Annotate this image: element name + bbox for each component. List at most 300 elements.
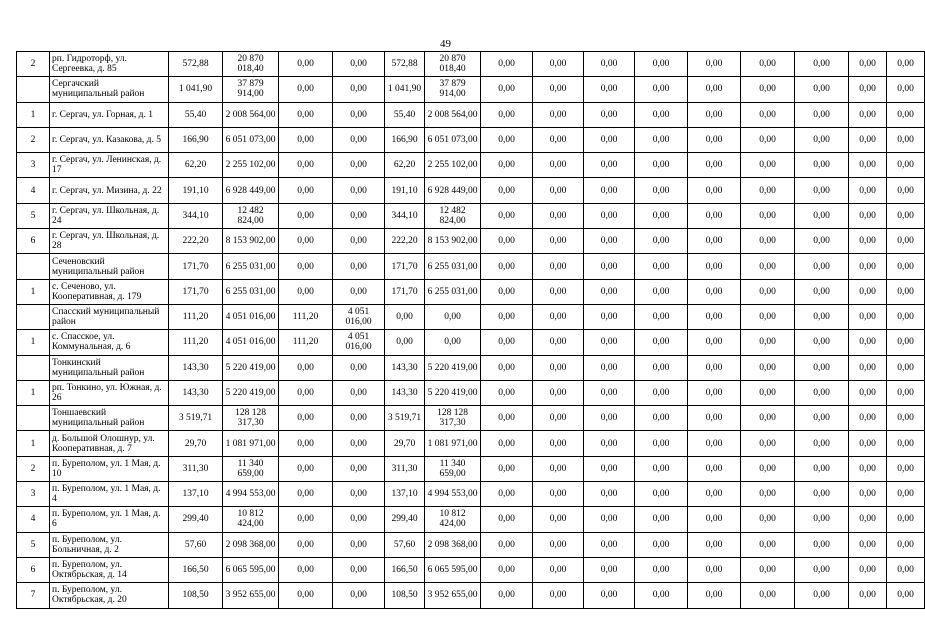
value-cell-col1: 62,20 xyxy=(169,153,223,178)
table-row xyxy=(17,532,925,557)
value-cell-col2: 20 870 018,40 xyxy=(223,52,279,77)
value-cell-col10: 0,00 xyxy=(635,380,688,405)
value-cell-col7: 0,00 xyxy=(481,355,533,380)
value-cell-col15: 0,00 xyxy=(887,330,925,355)
value-cell-col14: 0,00 xyxy=(849,153,887,178)
value-cell-col14: 0,00 xyxy=(849,507,887,532)
value-cell-col4: 0,00 xyxy=(333,102,385,127)
row-number-cell: 1 xyxy=(17,279,50,304)
value-cell-col9: 0,00 xyxy=(584,330,635,355)
value-cell-col15: 0,00 xyxy=(887,153,925,178)
table-row xyxy=(17,557,925,582)
value-cell-col14: 0,00 xyxy=(849,203,887,228)
value-cell-col12: 0,00 xyxy=(741,330,795,355)
row-number-cell: 4 xyxy=(17,178,50,203)
value-cell-col4: 0,00 xyxy=(333,507,385,532)
value-cell-col3: 0,00 xyxy=(279,355,333,380)
value-cell-col15: 0,00 xyxy=(887,254,925,279)
value-cell-col8: 0,00 xyxy=(533,406,584,431)
value-cell-col10: 0,00 xyxy=(635,482,688,507)
value-cell-col9: 0,00 xyxy=(584,203,635,228)
value-cell-col12: 0,00 xyxy=(741,431,795,456)
value-cell-col1: 311,30 xyxy=(169,456,223,481)
value-cell-col7: 0,00 xyxy=(481,77,533,102)
value-cell-col3: 0,00 xyxy=(279,153,333,178)
value-cell-col14: 0,00 xyxy=(849,330,887,355)
table-row xyxy=(17,380,925,405)
value-cell-col9: 0,00 xyxy=(584,254,635,279)
value-cell-col11: 0,00 xyxy=(688,127,741,152)
value-cell-col2: 4 051 016,00 xyxy=(223,330,279,355)
value-cell-col8: 0,00 xyxy=(533,482,584,507)
value-cell-col9: 0,00 xyxy=(584,304,635,329)
address-cell: п. Буреполом, ул. 1 Мая, д. 10 xyxy=(50,456,169,481)
value-cell-col12: 0,00 xyxy=(741,456,795,481)
value-cell-col6: 20 870 018,40 xyxy=(425,52,481,77)
value-cell-col15: 0,00 xyxy=(887,355,925,380)
value-cell-col1: 166,50 xyxy=(169,557,223,582)
value-cell-col13: 0,00 xyxy=(795,254,849,279)
address-cell: п. Буреполом, ул. Октябрьская, д. 14 xyxy=(50,557,169,582)
value-cell-col14: 0,00 xyxy=(849,355,887,380)
value-cell-col6: 5 220 419,00 xyxy=(425,380,481,405)
value-cell-col2: 6 065 595,00 xyxy=(223,557,279,582)
value-cell-col1: 171,70 xyxy=(169,279,223,304)
value-cell-col3: 0,00 xyxy=(279,380,333,405)
value-cell-col15: 0,00 xyxy=(887,203,925,228)
value-cell-col8: 0,00 xyxy=(533,203,584,228)
value-cell-col10: 0,00 xyxy=(635,330,688,355)
value-cell-col10: 0,00 xyxy=(635,557,688,582)
value-cell-col3: 0,00 xyxy=(279,406,333,431)
value-cell-col11: 0,00 xyxy=(688,153,741,178)
address-cell: г. Сергач, ул. Школьная, д. 28 xyxy=(50,229,169,254)
value-cell-col14: 0,00 xyxy=(849,482,887,507)
value-cell-col10: 0,00 xyxy=(635,254,688,279)
value-cell-col14: 0,00 xyxy=(849,557,887,582)
value-cell-col1: 29,70 xyxy=(169,431,223,456)
value-cell-col14: 0,00 xyxy=(849,406,887,431)
value-cell-col2: 11 340 659,00 xyxy=(223,456,279,481)
page-number: 49 xyxy=(440,38,451,50)
row-number-cell: 2 xyxy=(17,52,50,77)
value-cell-col6: 12 482 824,00 xyxy=(425,203,481,228)
value-cell-col5: 0,00 xyxy=(385,330,425,355)
value-cell-col8: 0,00 xyxy=(533,254,584,279)
value-cell-col9: 0,00 xyxy=(584,482,635,507)
value-cell-col6: 10 812 424,00 xyxy=(425,507,481,532)
value-cell-col12: 0,00 xyxy=(741,127,795,152)
value-cell-col13: 0,00 xyxy=(795,557,849,582)
value-cell-col15: 0,00 xyxy=(887,52,925,77)
value-cell-col9: 0,00 xyxy=(584,127,635,152)
value-cell-col15: 0,00 xyxy=(887,127,925,152)
value-cell-col6: 0,00 xyxy=(425,330,481,355)
value-cell-col5: 137,10 xyxy=(385,482,425,507)
value-cell-col12: 0,00 xyxy=(741,380,795,405)
value-cell-col6: 6 928 449,00 xyxy=(425,178,481,203)
value-cell-col9: 0,00 xyxy=(584,355,635,380)
value-cell-col11: 0,00 xyxy=(688,507,741,532)
value-cell-col4: 0,00 xyxy=(333,532,385,557)
value-cell-col1: 108,50 xyxy=(169,583,223,608)
value-cell-col12: 0,00 xyxy=(741,557,795,582)
value-cell-col8: 0,00 xyxy=(533,153,584,178)
value-cell-col9: 0,00 xyxy=(584,583,635,608)
value-cell-col10: 0,00 xyxy=(635,532,688,557)
value-cell-col15: 0,00 xyxy=(887,229,925,254)
value-cell-col2: 6 051 073,00 xyxy=(223,127,279,152)
address-cell: п. Буреполом, ул. 1 Мая, д. 6 xyxy=(50,507,169,532)
value-cell-col9: 0,00 xyxy=(584,77,635,102)
value-cell-col12: 0,00 xyxy=(741,583,795,608)
value-cell-col10: 0,00 xyxy=(635,431,688,456)
table-row xyxy=(17,406,925,431)
value-cell-col13: 0,00 xyxy=(795,355,849,380)
value-cell-col2: 4 994 553,00 xyxy=(223,482,279,507)
value-cell-col6: 2 008 564,00 xyxy=(425,102,481,127)
value-cell-col1: 344,10 xyxy=(169,203,223,228)
value-cell-col5: 55,40 xyxy=(385,102,425,127)
value-cell-col5: 311,30 xyxy=(385,456,425,481)
address-cell: Тонкинский муниципальный район xyxy=(50,355,169,380)
value-cell-col10: 0,00 xyxy=(635,456,688,481)
value-cell-col15: 0,00 xyxy=(887,431,925,456)
value-cell-col15: 0,00 xyxy=(887,102,925,127)
value-cell-col4: 0,00 xyxy=(333,431,385,456)
value-cell-col2: 1 081 971,00 xyxy=(223,431,279,456)
value-cell-col15: 0,00 xyxy=(887,304,925,329)
value-cell-col15: 0,00 xyxy=(887,178,925,203)
value-cell-col2: 3 952 655,00 xyxy=(223,583,279,608)
value-cell-col13: 0,00 xyxy=(795,102,849,127)
value-cell-col6: 2 255 102,00 xyxy=(425,153,481,178)
value-cell-col13: 0,00 xyxy=(795,507,849,532)
value-cell-col5: 191,10 xyxy=(385,178,425,203)
value-cell-col2: 37 879 914,00 xyxy=(223,77,279,102)
value-cell-col1: 143,30 xyxy=(169,355,223,380)
value-cell-col13: 0,00 xyxy=(795,127,849,152)
value-cell-col4: 0,00 xyxy=(333,52,385,77)
value-cell-col13: 0,00 xyxy=(795,482,849,507)
value-cell-col6: 3 952 655,00 xyxy=(425,583,481,608)
address-cell: с. Спасское, ул. Коммунальная, д. 6 xyxy=(50,330,169,355)
table-row xyxy=(17,77,925,102)
row-number-cell xyxy=(17,406,50,431)
row-number-cell: 1 xyxy=(17,431,50,456)
table-row xyxy=(17,456,925,481)
row-number-cell: 6 xyxy=(17,229,50,254)
value-cell-col9: 0,00 xyxy=(584,279,635,304)
value-cell-col3: 0,00 xyxy=(279,178,333,203)
address-cell: г. Сергач, ул. Ленинская, д. 17 xyxy=(50,153,169,178)
value-cell-col4: 4 051 016,00 xyxy=(333,304,385,329)
value-cell-col8: 0,00 xyxy=(533,557,584,582)
value-cell-col3: 0,00 xyxy=(279,431,333,456)
value-cell-col11: 0,00 xyxy=(688,456,741,481)
value-cell-col3: 0,00 xyxy=(279,102,333,127)
table-body xyxy=(17,52,925,609)
row-number-cell: 7 xyxy=(17,583,50,608)
table-row xyxy=(17,583,925,608)
value-cell-col13: 0,00 xyxy=(795,330,849,355)
value-cell-col2: 8 153 902,00 xyxy=(223,229,279,254)
value-cell-col13: 0,00 xyxy=(795,532,849,557)
value-cell-col7: 0,00 xyxy=(481,52,533,77)
value-cell-col11: 0,00 xyxy=(688,431,741,456)
value-cell-col9: 0,00 xyxy=(584,557,635,582)
value-cell-col3: 0,00 xyxy=(279,203,333,228)
address-cell: д. Большой Олошнур, ул. Кооперативная, д. 7 xyxy=(50,431,169,456)
value-cell-col7: 0,00 xyxy=(481,304,533,329)
value-cell-col10: 0,00 xyxy=(635,507,688,532)
value-cell-col6: 37 879 914,00 xyxy=(425,77,481,102)
value-cell-col10: 0,00 xyxy=(635,102,688,127)
value-cell-col14: 0,00 xyxy=(849,178,887,203)
value-cell-col11: 0,00 xyxy=(688,583,741,608)
row-number-cell: 2 xyxy=(17,456,50,481)
value-cell-col13: 0,00 xyxy=(795,77,849,102)
table-row xyxy=(17,355,925,380)
value-cell-col10: 0,00 xyxy=(635,153,688,178)
value-cell-col5: 222,20 xyxy=(385,229,425,254)
address-cell: п. Буреполом, ул. 1 Мая, д. 4 xyxy=(50,482,169,507)
value-cell-col15: 0,00 xyxy=(887,532,925,557)
value-cell-col12: 0,00 xyxy=(741,102,795,127)
value-cell-col2: 12 482 824,00 xyxy=(223,203,279,228)
value-cell-col6: 0,00 xyxy=(425,304,481,329)
value-cell-col5: 171,70 xyxy=(385,279,425,304)
value-cell-col8: 0,00 xyxy=(533,178,584,203)
address-cell: с. Сеченово, ул. Кооперативная, д. 179 xyxy=(50,279,169,304)
value-cell-col8: 0,00 xyxy=(533,102,584,127)
address-cell: Спасский муниципальный район xyxy=(50,304,169,329)
table-row xyxy=(17,52,925,77)
address-cell: рп. Гидроторф, ул. Сергеевка, д. 85 xyxy=(50,52,169,77)
value-cell-col11: 0,00 xyxy=(688,557,741,582)
address-cell: г. Сергач, ул. Мизина, д. 22 xyxy=(50,178,169,203)
value-cell-col12: 0,00 xyxy=(741,254,795,279)
value-cell-col3: 0,00 xyxy=(279,557,333,582)
value-cell-col1: 299,40 xyxy=(169,507,223,532)
value-cell-col4: 0,00 xyxy=(333,254,385,279)
value-cell-col13: 0,00 xyxy=(795,583,849,608)
value-cell-col4: 0,00 xyxy=(333,456,385,481)
value-cell-col2: 5 220 419,00 xyxy=(223,355,279,380)
value-cell-col6: 6 255 031,00 xyxy=(425,254,481,279)
row-number-cell xyxy=(17,355,50,380)
value-cell-col10: 0,00 xyxy=(635,229,688,254)
value-cell-col13: 0,00 xyxy=(795,178,849,203)
value-cell-col11: 0,00 xyxy=(688,330,741,355)
value-cell-col3: 111,20 xyxy=(279,330,333,355)
value-cell-col5: 143,30 xyxy=(385,355,425,380)
value-cell-col1: 111,20 xyxy=(169,330,223,355)
value-cell-col4: 0,00 xyxy=(333,153,385,178)
value-cell-col5: 166,90 xyxy=(385,127,425,152)
value-cell-col5: 344,10 xyxy=(385,203,425,228)
value-cell-col3: 0,00 xyxy=(279,229,333,254)
value-cell-col5: 108,50 xyxy=(385,583,425,608)
value-cell-col14: 0,00 xyxy=(849,77,887,102)
value-cell-col1: 3 519,71 xyxy=(169,406,223,431)
value-cell-col2: 6 928 449,00 xyxy=(223,178,279,203)
row-number-cell: 6 xyxy=(17,557,50,582)
value-cell-col11: 0,00 xyxy=(688,178,741,203)
value-cell-col9: 0,00 xyxy=(584,52,635,77)
table-row xyxy=(17,254,925,279)
value-cell-col11: 0,00 xyxy=(688,532,741,557)
value-cell-col6: 4 994 553,00 xyxy=(425,482,481,507)
value-cell-col3: 0,00 xyxy=(279,254,333,279)
value-cell-col14: 0,00 xyxy=(849,431,887,456)
value-cell-col4: 0,00 xyxy=(333,482,385,507)
row-number-cell xyxy=(17,304,50,329)
value-cell-col5: 29,70 xyxy=(385,431,425,456)
value-cell-col4: 0,00 xyxy=(333,406,385,431)
value-cell-col14: 0,00 xyxy=(849,456,887,481)
value-cell-col6: 5 220 419,00 xyxy=(425,355,481,380)
value-cell-col13: 0,00 xyxy=(795,304,849,329)
value-cell-col14: 0,00 xyxy=(849,229,887,254)
value-cell-col2: 10 812 424,00 xyxy=(223,507,279,532)
value-cell-col7: 0,00 xyxy=(481,127,533,152)
value-cell-col15: 0,00 xyxy=(887,279,925,304)
value-cell-col2: 6 255 031,00 xyxy=(223,279,279,304)
value-cell-col5: 3 519,71 xyxy=(385,406,425,431)
value-cell-col12: 0,00 xyxy=(741,203,795,228)
value-cell-col8: 0,00 xyxy=(533,127,584,152)
value-cell-col13: 0,00 xyxy=(795,431,849,456)
value-cell-col9: 0,00 xyxy=(584,507,635,532)
value-cell-col9: 0,00 xyxy=(584,532,635,557)
value-cell-col4: 0,00 xyxy=(333,557,385,582)
value-cell-col12: 0,00 xyxy=(741,355,795,380)
value-cell-col3: 0,00 xyxy=(279,482,333,507)
value-cell-col13: 0,00 xyxy=(795,279,849,304)
value-cell-col11: 0,00 xyxy=(688,102,741,127)
value-cell-col4: 0,00 xyxy=(333,203,385,228)
value-cell-col5: 572,88 xyxy=(385,52,425,77)
value-cell-col3: 0,00 xyxy=(279,507,333,532)
value-cell-col7: 0,00 xyxy=(481,583,533,608)
value-cell-col10: 0,00 xyxy=(635,52,688,77)
table-row xyxy=(17,431,925,456)
value-cell-col11: 0,00 xyxy=(688,203,741,228)
value-cell-col3: 111,20 xyxy=(279,304,333,329)
table-row xyxy=(17,330,925,355)
value-cell-col2: 2 008 564,00 xyxy=(223,102,279,127)
value-cell-col7: 0,00 xyxy=(481,431,533,456)
value-cell-col4: 0,00 xyxy=(333,229,385,254)
value-cell-col8: 0,00 xyxy=(533,532,584,557)
value-cell-col11: 0,00 xyxy=(688,77,741,102)
value-cell-col12: 0,00 xyxy=(741,482,795,507)
value-cell-col12: 0,00 xyxy=(741,406,795,431)
value-cell-col15: 0,00 xyxy=(887,507,925,532)
value-cell-col10: 0,00 xyxy=(635,279,688,304)
table-row xyxy=(17,102,925,127)
value-cell-col10: 0,00 xyxy=(635,355,688,380)
table-row xyxy=(17,127,925,152)
value-cell-col7: 0,00 xyxy=(481,406,533,431)
value-cell-col9: 0,00 xyxy=(584,178,635,203)
row-number-cell: 5 xyxy=(17,203,50,228)
value-cell-col15: 0,00 xyxy=(887,557,925,582)
value-cell-col7: 0,00 xyxy=(481,178,533,203)
table-row xyxy=(17,482,925,507)
value-cell-col5: 166,50 xyxy=(385,557,425,582)
value-cell-col1: 166,90 xyxy=(169,127,223,152)
value-cell-col1: 143,30 xyxy=(169,380,223,405)
table-row xyxy=(17,203,925,228)
value-cell-col3: 0,00 xyxy=(279,532,333,557)
value-cell-col4: 4 051 016,00 xyxy=(333,330,385,355)
value-cell-col1: 171,70 xyxy=(169,254,223,279)
value-cell-col10: 0,00 xyxy=(635,583,688,608)
row-number-cell xyxy=(17,77,50,102)
value-cell-col7: 0,00 xyxy=(481,254,533,279)
table-row xyxy=(17,279,925,304)
value-cell-col11: 0,00 xyxy=(688,482,741,507)
value-cell-col14: 0,00 xyxy=(849,279,887,304)
value-cell-col9: 0,00 xyxy=(584,229,635,254)
row-number-cell xyxy=(17,254,50,279)
value-cell-col8: 0,00 xyxy=(533,456,584,481)
value-cell-col8: 0,00 xyxy=(533,330,584,355)
value-cell-col4: 0,00 xyxy=(333,77,385,102)
value-cell-col13: 0,00 xyxy=(795,406,849,431)
table-row xyxy=(17,304,925,329)
value-cell-col3: 0,00 xyxy=(279,456,333,481)
address-cell: г. Сергач, ул. Казакова, д. 5 xyxy=(50,127,169,152)
value-cell-col6: 11 340 659,00 xyxy=(425,456,481,481)
value-cell-col5: 1 041,90 xyxy=(385,77,425,102)
value-cell-col6: 6 065 595,00 xyxy=(425,557,481,582)
table-row xyxy=(17,507,925,532)
value-cell-col14: 0,00 xyxy=(849,304,887,329)
row-number-cell: 5 xyxy=(17,532,50,557)
value-cell-col14: 0,00 xyxy=(849,583,887,608)
row-number-cell: 1 xyxy=(17,380,50,405)
value-cell-col8: 0,00 xyxy=(533,77,584,102)
value-cell-col13: 0,00 xyxy=(795,153,849,178)
value-cell-col4: 0,00 xyxy=(333,583,385,608)
value-cell-col4: 0,00 xyxy=(333,127,385,152)
value-cell-col8: 0,00 xyxy=(533,583,584,608)
value-cell-col10: 0,00 xyxy=(635,178,688,203)
value-cell-col1: 111,20 xyxy=(169,304,223,329)
value-cell-col12: 0,00 xyxy=(741,532,795,557)
value-cell-col12: 0,00 xyxy=(741,153,795,178)
value-cell-col12: 0,00 xyxy=(741,77,795,102)
value-cell-col13: 0,00 xyxy=(795,203,849,228)
value-cell-col4: 0,00 xyxy=(333,380,385,405)
value-cell-col11: 0,00 xyxy=(688,355,741,380)
value-cell-col13: 0,00 xyxy=(795,456,849,481)
address-cell: Тоншаевский муниципальный район xyxy=(50,406,169,431)
value-cell-col2: 6 255 031,00 xyxy=(223,254,279,279)
row-number-cell: 4 xyxy=(17,507,50,532)
value-cell-col1: 191,10 xyxy=(169,178,223,203)
value-cell-col7: 0,00 xyxy=(481,532,533,557)
value-cell-col2: 2 255 102,00 xyxy=(223,153,279,178)
row-number-cell: 3 xyxy=(17,153,50,178)
value-cell-col10: 0,00 xyxy=(635,77,688,102)
value-cell-col9: 0,00 xyxy=(584,406,635,431)
address-cell: п. Буреполом, ул. Больничная, д. 2 xyxy=(50,532,169,557)
value-cell-col2: 5 220 419,00 xyxy=(223,380,279,405)
